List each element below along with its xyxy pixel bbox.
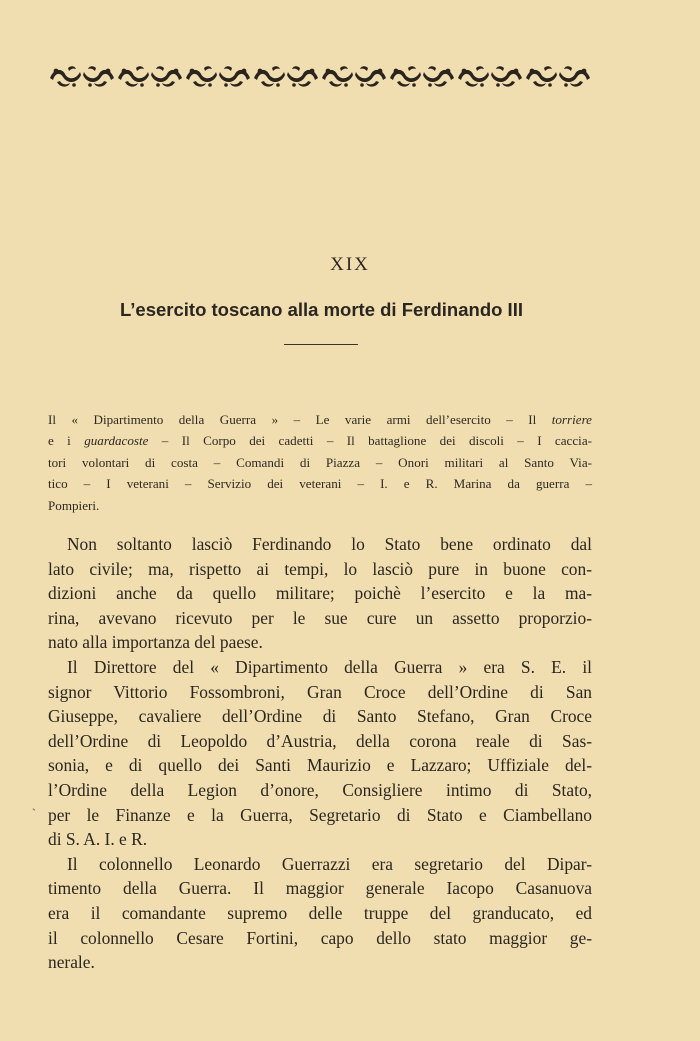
body-line: Giuseppe, cavaliere dell’Ordine di Santo Stefano, Gran Croce bbox=[48, 706, 592, 727]
summary-line: tori volontari di costa – Comandi di Piazza – Onori militari al Santo Via- bbox=[48, 454, 592, 470]
body-text bbox=[48, 532, 592, 975]
body-line: dell’Ordine di Leopoldo d’Austria, della corona reale di Sas- bbox=[48, 730, 592, 751]
body-line: era il comandante supremo delle truppe del granducato, ed bbox=[48, 902, 592, 923]
body-line: nerale. bbox=[48, 952, 95, 973]
body-line: Non soltanto lasciò Ferdinando lo Stato bene ordinato dal bbox=[67, 534, 592, 554]
body-line: Il colonnello Leonardo Guerrazzi era segretario del Dipar- bbox=[67, 853, 592, 874]
body-line: nato alla importanza del paese. bbox=[48, 632, 263, 653]
body-line: dizioni anche da quello militare; poichè l’esercito e la ma- bbox=[48, 583, 592, 604]
floral-vine-ornament bbox=[48, 64, 593, 90]
body-line: rina, avevano ricevuto per le sue cure un assetto proporzio- bbox=[48, 607, 592, 628]
chapter-title: L’esercito toscano alla morte di Ferdinando III bbox=[120, 299, 523, 320]
chapter-summary bbox=[48, 409, 592, 516]
body-line: l’Ordine della Legion d’onore, Consigliere intimo di Stato, bbox=[48, 779, 592, 800]
body-line: timento della Guerra. Il maggior generale Iacopo Casanuova bbox=[48, 878, 592, 899]
body-line: sonia, e di quello dei Santi Maurizio e Lazzaro; Uffiziale del- bbox=[48, 755, 592, 776]
summary-line: e i guardacoste – Il Corpo dei cadetti – Il battaglione dei discoli – I caccia- bbox=[48, 433, 592, 449]
body-line: per le Finanze e la Guerra, Segretario di Stato e Ciambellano bbox=[48, 804, 592, 825]
summary-line: tico – I veterani – Servizio dei veterani – I. e R. Marina da guerra – bbox=[48, 476, 592, 492]
title-divider bbox=[284, 344, 358, 345]
chapter-number: XIX bbox=[330, 254, 370, 275]
body-line: il colonnello Cesare Fortini, capo dello stato maggior ge- bbox=[48, 927, 592, 948]
body-line: Il Direttore del « Dipartimento della Guerra » era S. E. il bbox=[67, 656, 592, 677]
body-line: di S. A. I. e R. bbox=[48, 829, 148, 850]
body-line: signor Vittorio Fossombroni, Gran Croce dell’Ordine di San bbox=[48, 681, 592, 702]
body-line: lato civile; ma, rispetto ai tempi, lo lasciò pure in buone con- bbox=[48, 558, 592, 579]
summary-line: Pompieri. bbox=[48, 497, 100, 513]
margin-mark: ` bbox=[32, 806, 36, 820]
summary-line: Il « Dipartimento della Guerra » – Le varie armi dell’esercito – Il torriere bbox=[48, 412, 592, 427]
